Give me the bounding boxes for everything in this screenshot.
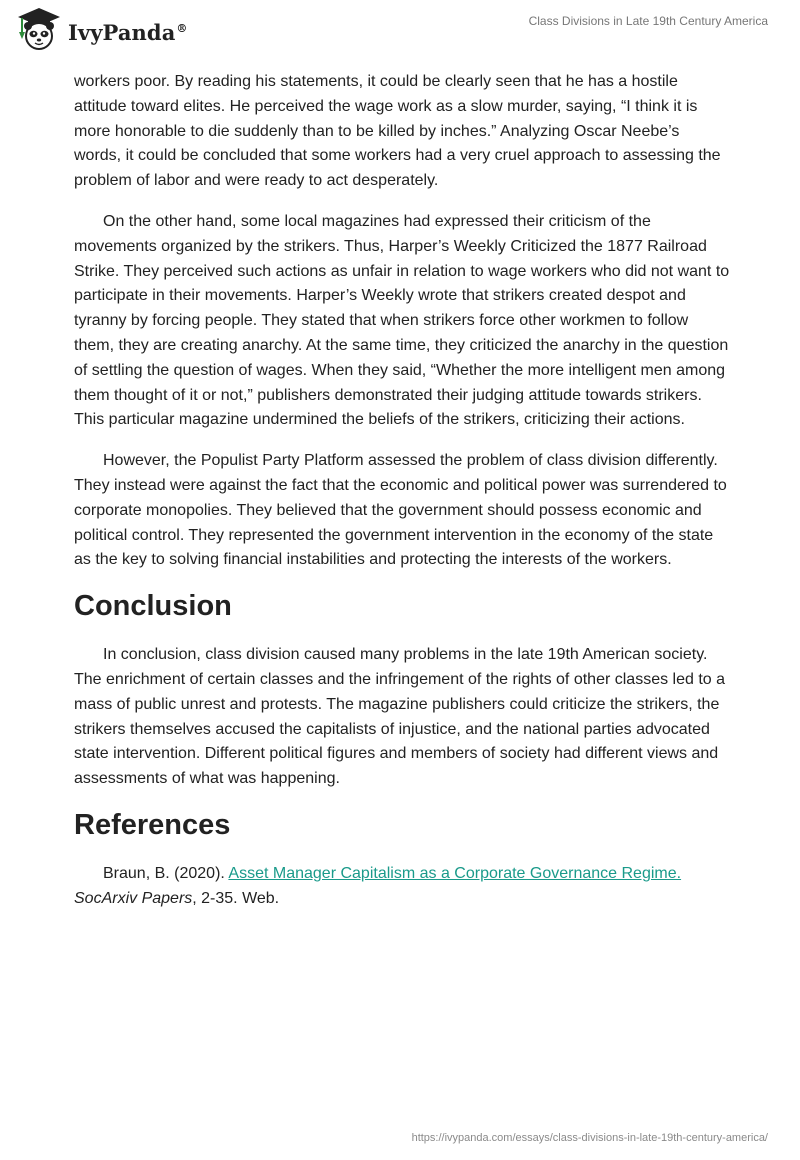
reference-author-year: Braun, B. (2020).	[103, 864, 229, 882]
brand-name: IvyPanda®	[68, 19, 188, 45]
reference-journal: SocArxiv Papers	[74, 889, 193, 907]
document-title: Class Divisions in Late 19th Century America	[528, 14, 768, 28]
essay-body	[74, 70, 730, 928]
conclusion-heading: Conclusion	[74, 590, 232, 623]
conclusion-paragraph: In conclusion, class division caused many problems in the late 19th American society. The enrichment of certain classes and the infringement of the rights of other classes led to a mass of public unrest and protests. The magazine publishers could criticize the strikers, the strikers themselves accused the capitalists of injustice, and the national parties advocated state intervention. Different political figures and members of society had different views and assessments of what was happening.	[74, 646, 726, 788]
page-header	[0, 0, 800, 70]
ivypanda-logo[interactable]	[14, 6, 188, 52]
registered-mark: ®	[176, 21, 188, 35]
reference-title-link[interactable]: Asset Manager Capitalism as a Corporate Governance Regime.	[228, 864, 682, 882]
panda-graduation-icon	[14, 6, 64, 52]
references-heading: References	[74, 808, 231, 841]
reference-entry	[74, 862, 730, 912]
body-paragraph-1: workers poor. By reading his statements, it could be clearly seen that he has a hostile attitude toward elites. He perceived the wage work as a slow murder, saying, “I think it is more honorable to die suddenly than to be killed by inches.” Analyzing Oscar Neebe’s words, it could be concluded that some workers had a very cruel approach to assessing the problem of labor and were ready to act desperately.	[74, 73, 721, 190]
body-paragraph-3: However, the Populist Party Platform assessed the problem of class division differently. They instead were against the fact that the economic and political power was surrendered to corporate monopolies. They believed that the government should possess economic and political control. They represented the government intervention in the economy of the state as the key to solving financial instabilities and protecting the interests of the workers.	[74, 452, 727, 569]
footer-url[interactable]: https://ivypanda.com/essays/class-divisions-in-late-19th-century-america/	[411, 1132, 768, 1144]
reference-pages: , 2-35. Web.	[192, 889, 280, 907]
body-paragraph-2: On the other hand, some local magazines had expressed their criticism of the movements organized by the strikers. Thus, Harper’s Weekly Criticized the 1877 Railroad Strike. They perceived such actions as unfair in relation to wage workers who did not want to participate in their movements. Harper’s Weekly wrote that strikers created despot and tyranny by forcing people. They stated that when strikers force other workmen to follow them, they are creating anarchy. At the same time, they criticized the anarchy in the question of settling the question of wages. When they said, “Whether the more intelligent men among them thought of it or not,” publishers demonstrated their judging attitude towards strikers. This particular magazine undermined the beliefs of the strikers, criticizing their actions.	[74, 212, 730, 429]
